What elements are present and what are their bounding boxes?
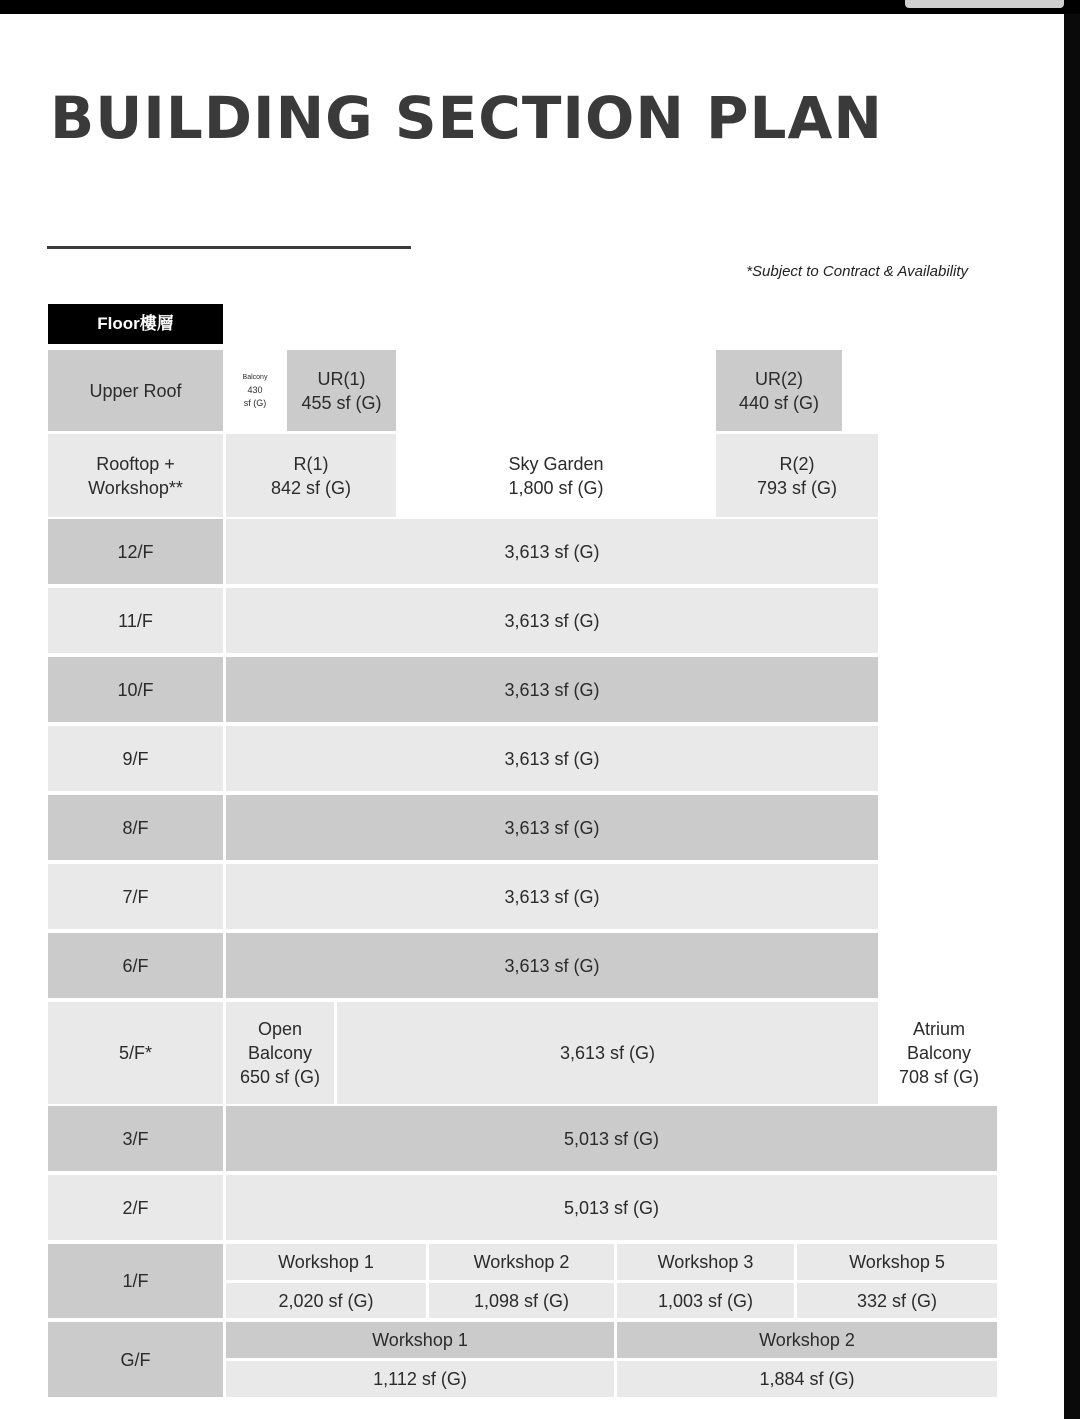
floor-area-2f: 5,013 sf (G) (226, 1175, 997, 1240)
floor-label: 6/F (48, 933, 223, 998)
unit-r2: R(2) 793 sf (G) (716, 434, 878, 517)
unit-area: 1,098 sf (G) (429, 1283, 614, 1318)
floor-label-1f: 1/F (48, 1244, 223, 1318)
unit-ur1: UR(1) 455 sf (G) (287, 350, 396, 431)
unit-name: Workshop 2 (429, 1244, 614, 1280)
floor-area: 3,613 sf (G) (226, 519, 878, 584)
unit-name: Workshop 2 (617, 1322, 997, 1358)
unit-name: Workshop 3 (617, 1244, 794, 1280)
sky-garden: Sky Garden 1,800 sf (G) (508, 453, 604, 498)
open-balcony: Open Balcony 650 sf (G) (226, 1002, 334, 1104)
title-rule (47, 246, 411, 249)
unit-ur2: UR(2) 440 sf (G) (716, 350, 842, 431)
floor-area: 3,613 sf (G) (226, 864, 878, 929)
atrium-balcony: Atrium Balcony 708 sf (G) (898, 1019, 980, 1087)
unit-area: 1,884 sf (G) (617, 1361, 997, 1397)
unit-name: Workshop 1 (226, 1244, 426, 1280)
unit-area: 1,003 sf (G) (617, 1283, 794, 1318)
floor-area: 3,613 sf (G) (226, 795, 878, 860)
floor-label: 11/F (48, 588, 223, 653)
unit-area: 332 sf (G) (797, 1283, 997, 1318)
floor-label: 12/F (48, 519, 223, 584)
floor-column-header: Floor樓層 (48, 304, 223, 344)
floor-label-gf: G/F (48, 1322, 223, 1397)
availability-note: *Subject to Contract & Availability (746, 263, 968, 280)
floor-label-2f: 2/F (48, 1175, 223, 1240)
floor-label: 10/F (48, 657, 223, 722)
unit-area: 2,020 sf (G) (226, 1283, 426, 1318)
unit-name: Workshop 1 (226, 1322, 614, 1358)
floor-label-upper-roof: Upper Roof (48, 350, 223, 431)
floor-label-5f: 5/F* (48, 1002, 223, 1104)
floor-area: 3,613 sf (G) (226, 588, 878, 653)
floor-area: 3,613 sf (G) (226, 657, 878, 722)
floor-label: 8/F (48, 795, 223, 860)
balcony-upper-roof: Balcony 430 sf (G) (242, 374, 268, 408)
floor-label-rooftop: Rooftop + Workshop** (48, 434, 223, 517)
floor-label: 7/F (48, 864, 223, 929)
right-edge (1064, 14, 1080, 1419)
floor-area-5f: 3,613 sf (G) (337, 1002, 878, 1104)
unit-name: Workshop 5 (797, 1244, 997, 1280)
floor-label-3f: 3/F (48, 1106, 223, 1171)
top-shadow-bar (905, 0, 1064, 8)
unit-r1: R(1) 842 sf (G) (226, 434, 396, 517)
page-title: BUILDING SECTION PLAN (50, 84, 883, 152)
floor-label: 9/F (48, 726, 223, 791)
floor-area: 3,613 sf (G) (226, 933, 878, 998)
document-page (0, 14, 1064, 1419)
floor-area: 3,613 sf (G) (226, 726, 878, 791)
floor-area-3f: 5,013 sf (G) (226, 1106, 997, 1171)
unit-area: 1,112 sf (G) (226, 1361, 614, 1397)
